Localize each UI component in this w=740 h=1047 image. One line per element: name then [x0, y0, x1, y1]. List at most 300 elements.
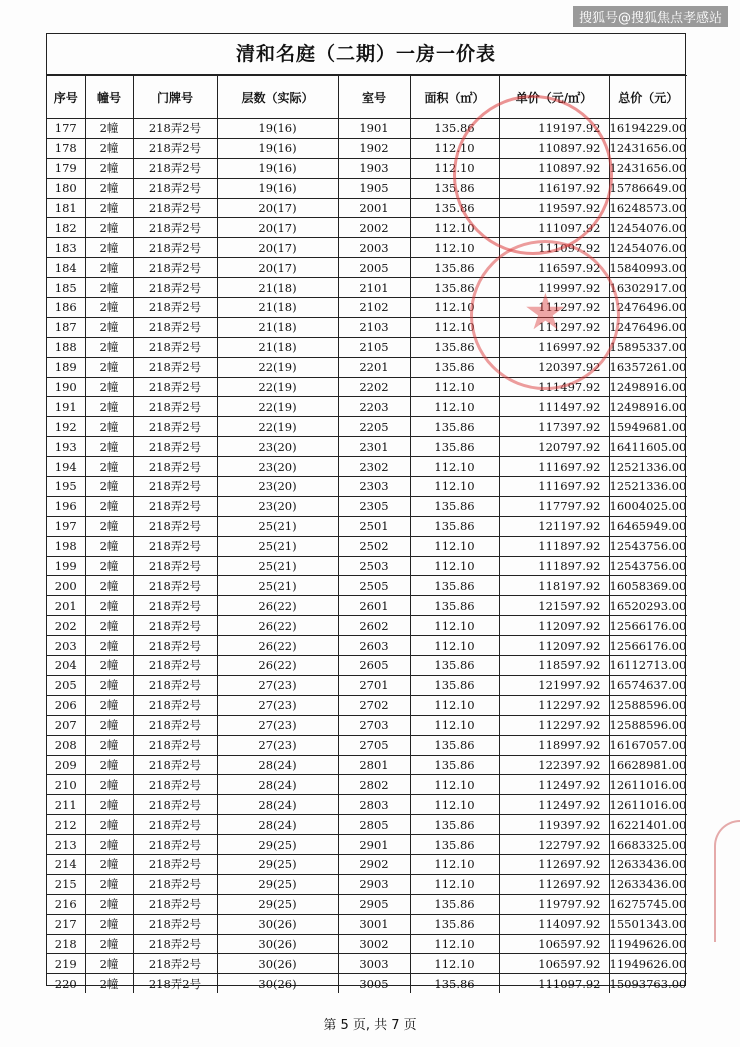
cell-address: 218弄2号 [133, 317, 217, 337]
cell-floor: 26(22) [217, 656, 338, 676]
cell-building: 2幢 [85, 138, 133, 158]
cell-area: 135.86 [410, 258, 499, 278]
cell-room: 1901 [338, 119, 410, 139]
cell-index: 213 [47, 835, 85, 855]
cell-total-price: 15840993.00 [609, 258, 687, 278]
cell-room: 2502 [338, 536, 410, 556]
cell-unit-price: 116597.92 [499, 258, 609, 278]
cell-index: 206 [47, 695, 85, 715]
cell-total-price: 12454076.00 [609, 238, 687, 258]
cell-address: 218弄2号 [133, 934, 217, 954]
cell-index: 220 [47, 974, 85, 993]
cell-index: 202 [47, 616, 85, 636]
cell-address: 218弄2号 [133, 755, 217, 775]
cell-area: 112.10 [410, 238, 499, 258]
header-area: 面积（㎡） [410, 76, 499, 119]
cell-unit-price: 112497.92 [499, 775, 609, 795]
cell-building: 2幢 [85, 874, 133, 894]
cell-building: 2幢 [85, 576, 133, 596]
cell-address: 218弄2号 [133, 536, 217, 556]
cell-total-price: 16058369.00 [609, 576, 687, 596]
cell-floor: 28(24) [217, 775, 338, 795]
cell-building: 2幢 [85, 675, 133, 695]
cell-address: 218弄2号 [133, 298, 217, 318]
cell-area: 135.86 [410, 894, 499, 914]
cell-floor: 22(19) [217, 397, 338, 417]
page-footer: 第 5 页, 共 7 页 [323, 1018, 417, 1033]
cell-room: 2503 [338, 556, 410, 576]
cell-unit-price: 111697.92 [499, 477, 609, 497]
cell-address: 218弄2号 [133, 576, 217, 596]
cell-total-price: 16465949.00 [609, 516, 687, 536]
cell-area: 112.10 [410, 317, 499, 337]
table-header-row [47, 76, 687, 119]
cell-room: 1905 [338, 178, 410, 198]
cell-index: 204 [47, 656, 85, 676]
cell-index: 195 [47, 477, 85, 497]
table-row [47, 536, 687, 556]
table-row [47, 854, 687, 874]
cell-address: 218弄2号 [133, 119, 217, 139]
cell-total-price: 12611016.00 [609, 795, 687, 815]
cell-building: 2幢 [85, 238, 133, 258]
cell-building: 2幢 [85, 258, 133, 278]
cell-address: 218弄2号 [133, 874, 217, 894]
table-row [47, 874, 687, 894]
cell-floor: 23(20) [217, 496, 338, 516]
cell-building: 2幢 [85, 894, 133, 914]
cell-address: 218弄2号 [133, 894, 217, 914]
cell-room: 2001 [338, 198, 410, 218]
cell-floor: 23(20) [217, 477, 338, 497]
cell-unit-price: 117797.92 [499, 496, 609, 516]
cell-total-price: 16628981.00 [609, 755, 687, 775]
cell-floor: 30(26) [217, 954, 338, 974]
cell-area: 112.10 [410, 138, 499, 158]
cell-index: 190 [47, 377, 85, 397]
cell-index: 191 [47, 397, 85, 417]
cell-total-price: 12476496.00 [609, 298, 687, 318]
cell-room: 2103 [338, 317, 410, 337]
cell-unit-price: 111897.92 [499, 556, 609, 576]
cell-area: 135.86 [410, 417, 499, 437]
cell-address: 218弄2号 [133, 158, 217, 178]
cell-index: 210 [47, 775, 85, 795]
cell-total-price: 15895337.00 [609, 337, 687, 357]
cell-total-price: 11949626.00 [609, 934, 687, 954]
cell-floor: 21(18) [217, 278, 338, 298]
cell-area: 135.86 [410, 178, 499, 198]
cell-room: 2003 [338, 238, 410, 258]
cell-area: 112.10 [410, 775, 499, 795]
cell-building: 2幢 [85, 914, 133, 934]
cell-floor: 30(26) [217, 914, 338, 934]
cell-building: 2幢 [85, 437, 133, 457]
cell-area: 135.86 [410, 596, 499, 616]
table-row [47, 775, 687, 795]
cell-building: 2幢 [85, 636, 133, 656]
cell-room: 2801 [338, 755, 410, 775]
cell-total-price: 16221401.00 [609, 815, 687, 835]
cell-index: 183 [47, 238, 85, 258]
cell-area: 135.86 [410, 198, 499, 218]
cell-total-price: 12543756.00 [609, 536, 687, 556]
cell-unit-price: 118197.92 [499, 576, 609, 596]
cell-room: 2901 [338, 835, 410, 855]
table-row [47, 377, 687, 397]
cell-address: 218弄2号 [133, 715, 217, 735]
cell-room: 2702 [338, 695, 410, 715]
cell-index: 196 [47, 496, 85, 516]
cell-building: 2幢 [85, 656, 133, 676]
cell-floor: 21(18) [217, 337, 338, 357]
cell-total-price: 11949626.00 [609, 954, 687, 974]
cell-area: 135.86 [410, 516, 499, 536]
table-row [47, 636, 687, 656]
cell-address: 218弄2号 [133, 477, 217, 497]
cell-building: 2幢 [85, 974, 133, 993]
cell-index: 209 [47, 755, 85, 775]
cell-index: 189 [47, 357, 85, 377]
cell-room: 1903 [338, 158, 410, 178]
header-unit-price: 单价（元/㎡） [499, 76, 609, 119]
cell-floor: 20(17) [217, 218, 338, 238]
cell-address: 218弄2号 [133, 357, 217, 377]
cell-total-price: 16194229.00 [609, 119, 687, 139]
cell-floor: 27(23) [217, 715, 338, 735]
cell-room: 2805 [338, 815, 410, 835]
cell-room: 2205 [338, 417, 410, 437]
cell-unit-price: 120797.92 [499, 437, 609, 457]
cell-address: 218弄2号 [133, 556, 217, 576]
cell-index: 218 [47, 934, 85, 954]
cell-unit-price: 122397.92 [499, 755, 609, 775]
cell-address: 218弄2号 [133, 616, 217, 636]
cell-address: 218弄2号 [133, 636, 217, 656]
table-row [47, 755, 687, 775]
cell-unit-price: 112297.92 [499, 715, 609, 735]
cell-unit-price: 111497.92 [499, 397, 609, 417]
cell-unit-price: 121197.92 [499, 516, 609, 536]
cell-address: 218弄2号 [133, 337, 217, 357]
cell-address: 218弄2号 [133, 397, 217, 417]
table-row [47, 278, 687, 298]
cell-unit-price: 119397.92 [499, 815, 609, 835]
cell-address: 218弄2号 [133, 596, 217, 616]
cell-unit-price: 112097.92 [499, 636, 609, 656]
cell-index: 184 [47, 258, 85, 278]
cell-floor: 30(26) [217, 974, 338, 993]
cell-room: 2105 [338, 337, 410, 357]
cell-area: 112.10 [410, 536, 499, 556]
cell-floor: 29(25) [217, 874, 338, 894]
cell-room: 2803 [338, 795, 410, 815]
table-row [47, 138, 687, 158]
table-row [47, 815, 687, 835]
table-row [47, 457, 687, 477]
cell-building: 2幢 [85, 854, 133, 874]
cell-room: 2902 [338, 854, 410, 874]
cell-room: 3001 [338, 914, 410, 934]
cell-address: 218弄2号 [133, 238, 217, 258]
cell-address: 218弄2号 [133, 735, 217, 755]
cell-unit-price: 112697.92 [499, 854, 609, 874]
cell-total-price: 12454076.00 [609, 218, 687, 238]
cell-room: 2501 [338, 516, 410, 536]
cell-room: 3005 [338, 974, 410, 993]
cell-unit-price: 121597.92 [499, 596, 609, 616]
cell-floor: 29(25) [217, 835, 338, 855]
cell-index: 216 [47, 894, 85, 914]
cell-floor: 25(21) [217, 536, 338, 556]
cell-area: 112.10 [410, 556, 499, 576]
cell-area: 135.86 [410, 815, 499, 835]
cell-total-price: 16520293.00 [609, 596, 687, 616]
cell-address: 218弄2号 [133, 437, 217, 457]
cell-floor: 25(21) [217, 516, 338, 536]
cell-building: 2幢 [85, 556, 133, 576]
table-row [47, 496, 687, 516]
cell-address: 218弄2号 [133, 417, 217, 437]
cell-building: 2幢 [85, 755, 133, 775]
cell-index: 219 [47, 954, 85, 974]
cell-unit-price: 111697.92 [499, 457, 609, 477]
table-row [47, 258, 687, 278]
cell-total-price: 16004025.00 [609, 496, 687, 516]
cell-index: 188 [47, 337, 85, 357]
cell-room: 1902 [338, 138, 410, 158]
cell-index: 194 [47, 457, 85, 477]
cell-index: 178 [47, 138, 85, 158]
cell-building: 2幢 [85, 536, 133, 556]
cell-address: 218弄2号 [133, 138, 217, 158]
table-row [47, 616, 687, 636]
cell-area: 112.10 [410, 158, 499, 178]
cell-area: 135.86 [410, 337, 499, 357]
cell-address: 218弄2号 [133, 795, 217, 815]
cell-floor: 19(16) [217, 138, 338, 158]
table-row [47, 317, 687, 337]
cell-floor: 21(18) [217, 317, 338, 337]
cell-unit-price: 111497.92 [499, 377, 609, 397]
cell-unit-price: 111097.92 [499, 218, 609, 238]
table-row [47, 556, 687, 576]
cell-unit-price: 119197.92 [499, 119, 609, 139]
cell-total-price: 12566176.00 [609, 616, 687, 636]
cell-unit-price: 110897.92 [499, 158, 609, 178]
cell-area: 135.86 [410, 974, 499, 993]
table-row [47, 596, 687, 616]
cell-floor: 23(20) [217, 437, 338, 457]
cell-room: 2202 [338, 377, 410, 397]
cell-total-price: 12633436.00 [609, 874, 687, 894]
cell-unit-price: 117397.92 [499, 417, 609, 437]
cell-index: 181 [47, 198, 85, 218]
cell-total-price: 15501343.00 [609, 914, 687, 934]
cell-area: 135.86 [410, 914, 499, 934]
table-row [47, 715, 687, 735]
cell-room: 2203 [338, 397, 410, 417]
cell-address: 218弄2号 [133, 278, 217, 298]
cell-building: 2幢 [85, 357, 133, 377]
cell-total-price: 16302917.00 [609, 278, 687, 298]
cell-area: 112.10 [410, 695, 499, 715]
cell-building: 2幢 [85, 377, 133, 397]
cell-building: 2幢 [85, 158, 133, 178]
cell-building: 2幢 [85, 616, 133, 636]
cell-address: 218弄2号 [133, 974, 217, 993]
table-row [47, 576, 687, 596]
cell-index: 200 [47, 576, 85, 596]
cell-floor: 28(24) [217, 755, 338, 775]
table-row [47, 516, 687, 536]
cell-building: 2幢 [85, 119, 133, 139]
cell-total-price: 12476496.00 [609, 317, 687, 337]
cell-room: 2101 [338, 278, 410, 298]
cell-floor: 20(17) [217, 258, 338, 278]
cell-unit-price: 116197.92 [499, 178, 609, 198]
cell-index: 199 [47, 556, 85, 576]
cell-floor: 26(22) [217, 596, 338, 616]
cell-total-price: 16112713.00 [609, 656, 687, 676]
cell-room: 2005 [338, 258, 410, 278]
cell-unit-price: 116997.92 [499, 337, 609, 357]
cell-address: 218弄2号 [133, 516, 217, 536]
header-building: 幢号 [85, 76, 133, 119]
cell-building: 2幢 [85, 775, 133, 795]
table-row [47, 914, 687, 934]
cell-room: 2505 [338, 576, 410, 596]
cell-floor: 30(26) [217, 934, 338, 954]
cell-index: 198 [47, 536, 85, 556]
table-row [47, 934, 687, 954]
cell-total-price: 12633436.00 [609, 854, 687, 874]
cell-room: 3002 [338, 934, 410, 954]
cell-total-price: 12498916.00 [609, 397, 687, 417]
cell-index: 205 [47, 675, 85, 695]
cell-room: 2102 [338, 298, 410, 318]
cell-total-price: 12431656.00 [609, 138, 687, 158]
cell-room: 2201 [338, 357, 410, 377]
cell-area: 135.86 [410, 735, 499, 755]
cell-room: 2305 [338, 496, 410, 516]
cell-area: 135.86 [410, 656, 499, 676]
cell-index: 177 [47, 119, 85, 139]
table-row [47, 695, 687, 715]
cell-area: 112.10 [410, 934, 499, 954]
cell-building: 2幢 [85, 178, 133, 198]
cell-building: 2幢 [85, 596, 133, 616]
cell-unit-price: 112297.92 [499, 695, 609, 715]
cell-floor: 23(20) [217, 457, 338, 477]
cell-floor: 28(24) [217, 795, 338, 815]
cell-index: 203 [47, 636, 85, 656]
cell-building: 2幢 [85, 278, 133, 298]
cell-unit-price: 120397.92 [499, 357, 609, 377]
cell-unit-price: 112497.92 [499, 795, 609, 815]
cell-building: 2幢 [85, 417, 133, 437]
cell-area: 112.10 [410, 715, 499, 735]
table-row [47, 119, 687, 139]
cell-floor: 25(21) [217, 556, 338, 576]
cell-floor: 25(21) [217, 576, 338, 596]
cell-address: 218弄2号 [133, 496, 217, 516]
cell-building: 2幢 [85, 715, 133, 735]
cell-unit-price: 112097.92 [499, 616, 609, 636]
cell-floor: 22(19) [217, 377, 338, 397]
cell-address: 218弄2号 [133, 178, 217, 198]
table-row [47, 357, 687, 377]
cell-building: 2幢 [85, 477, 133, 497]
cell-unit-price: 106597.92 [499, 934, 609, 954]
cell-room: 2603 [338, 636, 410, 656]
cell-floor: 29(25) [217, 894, 338, 914]
cell-area: 135.86 [410, 755, 499, 775]
cell-building: 2幢 [85, 815, 133, 835]
table-row [47, 218, 687, 238]
cell-total-price: 12521336.00 [609, 477, 687, 497]
table-row [47, 238, 687, 258]
cell-address: 218弄2号 [133, 815, 217, 835]
cell-address: 218弄2号 [133, 854, 217, 874]
cell-area: 135.86 [410, 278, 499, 298]
cell-area: 112.10 [410, 298, 499, 318]
cell-index: 186 [47, 298, 85, 318]
watermark-text: 搜狐号@搜狐焦点孝感站 [573, 6, 728, 27]
cell-building: 2幢 [85, 735, 133, 755]
cell-total-price: 12566176.00 [609, 636, 687, 656]
cell-unit-price: 114097.92 [499, 914, 609, 934]
cell-building: 2幢 [85, 516, 133, 536]
table-row [47, 397, 687, 417]
cell-index: 212 [47, 815, 85, 835]
cell-unit-price: 111297.92 [499, 298, 609, 318]
cell-room: 2301 [338, 437, 410, 457]
cell-floor: 27(23) [217, 695, 338, 715]
cell-address: 218弄2号 [133, 695, 217, 715]
cell-area: 112.10 [410, 795, 499, 815]
cell-building: 2幢 [85, 218, 133, 238]
cell-total-price: 15786649.00 [609, 178, 687, 198]
cell-area: 112.10 [410, 854, 499, 874]
cell-unit-price: 119597.92 [499, 198, 609, 218]
cell-floor: 22(19) [217, 417, 338, 437]
cell-area: 112.10 [410, 218, 499, 238]
cell-building: 2幢 [85, 337, 133, 357]
cell-unit-price: 110897.92 [499, 138, 609, 158]
cell-area: 112.10 [410, 616, 499, 636]
cell-area: 135.86 [410, 119, 499, 139]
cell-building: 2幢 [85, 198, 133, 218]
cell-unit-price: 111297.92 [499, 317, 609, 337]
cell-room: 2802 [338, 775, 410, 795]
cell-floor: 26(22) [217, 616, 338, 636]
cell-unit-price: 112697.92 [499, 874, 609, 894]
table-row [47, 477, 687, 497]
cell-unit-price: 106597.92 [499, 954, 609, 974]
cell-total-price: 12588596.00 [609, 695, 687, 715]
cell-room: 2905 [338, 894, 410, 914]
cell-index: 217 [47, 914, 85, 934]
cell-room: 3003 [338, 954, 410, 974]
cell-area: 112.10 [410, 636, 499, 656]
table-row [47, 298, 687, 318]
cell-index: 207 [47, 715, 85, 735]
header-total-price: 总价（元） [609, 76, 687, 119]
cell-unit-price: 121997.92 [499, 675, 609, 695]
cell-area: 135.86 [410, 357, 499, 377]
cell-area: 135.86 [410, 437, 499, 457]
